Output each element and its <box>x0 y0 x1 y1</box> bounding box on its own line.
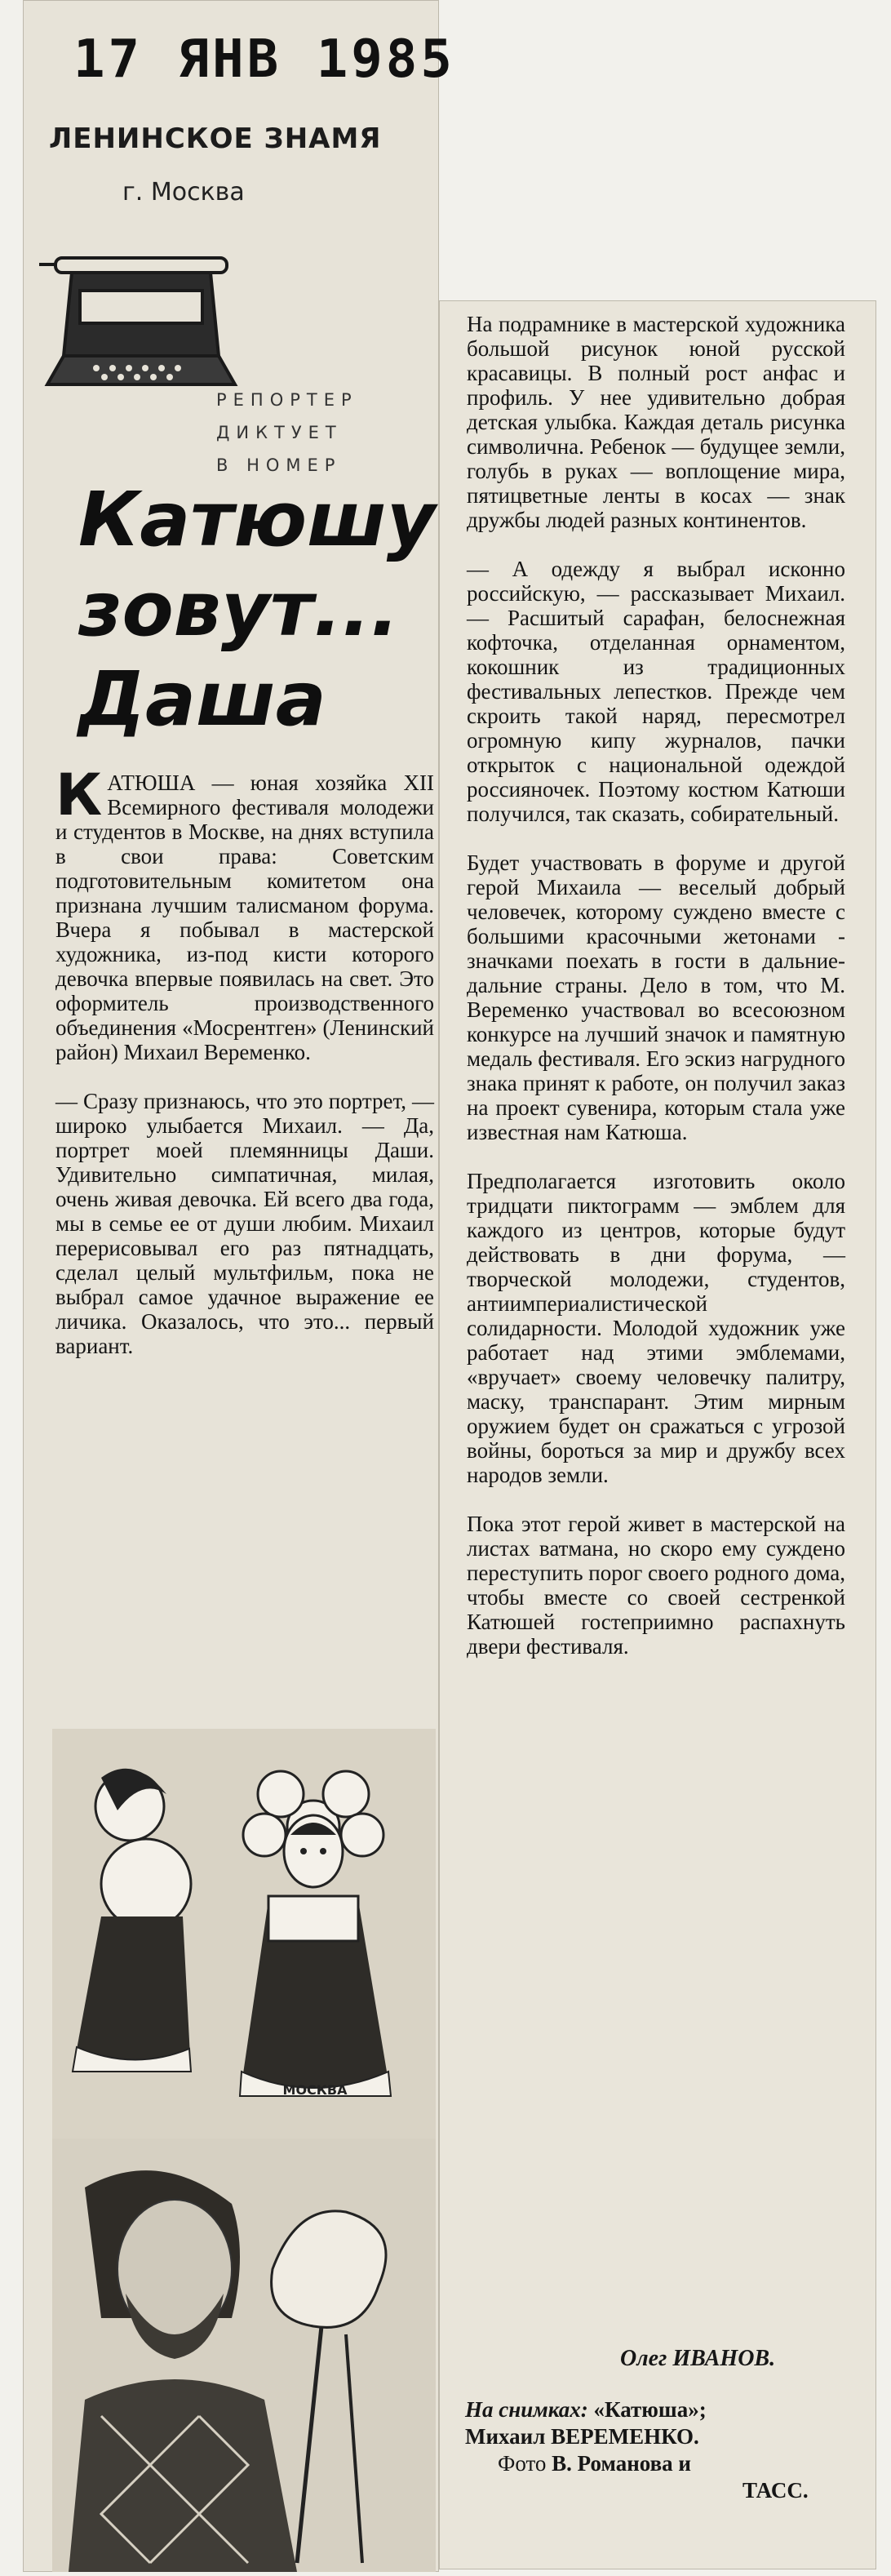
doll-illustration <box>52 1729 436 2153</box>
article-paragraph: Предполагается изготовить около тридцати пиктограмм — эмблем для каждого из центров, которые будут действовать в дни форума, — творческой молодежи, студентов, антиимпериалистической солидарности. Молодой художник уже работает над этими эмблемами, «вручает» своему человечку палитру, маску, транспарант. Этим мирным оружием будет он сражаться с угрозой войны, бороться за мир и дружбу всех народов земли. <box>467 1169 845 1487</box>
headline-line: Даша <box>78 655 326 743</box>
article-paragraph: Пока этот герой живет в мастерской на листах ватмана, но скоро ему суждено переступить порог своего родного дома, чтобы вместе со своей сестренкой Катюшей гостеприимно распахнуть двери фестиваля. <box>467 1512 845 1659</box>
photo-mikhail-veremenko <box>52 2139 436 2572</box>
caption-person: Михаил ВЕРЕМЕНКО. <box>465 2424 699 2449</box>
drop-cap: К <box>55 762 103 828</box>
caption-label: На снимках: <box>465 2397 588 2422</box>
date-stamp: 17 ЯНВ 1985 <box>73 29 455 90</box>
photo-agency: ТАСС. <box>742 2478 809 2503</box>
article-paragraph: — Сразу признаюсь, что это портрет, — широко улыбается Михаил. — Да, портрет моей племянницы Даши. Удивительно симпатичная, милая, очень живая девочка. Ей всего два года, мы в семье ее от души любим. Михаил перерисовывал его раз пятнадцать, сделал целый мультфильм, пока не выбрал самое удачное выражение ее личика. Оказалось, что это... первый вариант. <box>55 1089 434 1358</box>
photo-caption <box>465 2396 857 2504</box>
article-paragraph: На подрамнике в мастерской художника большой рисунок юной русской красавицы. В полный рост анфас и профиль. У нее удивительно добрая детская улыбка. Каждая деталь рисунка символична. Ребенок — будущее земли, голубь в руках — воплощение мира, пятицветные ленты в косах — знак дружбы людей разных континентов. <box>467 312 845 532</box>
portrait-illustration <box>52 2139 436 2572</box>
typewriter-icon <box>39 233 243 397</box>
rubric-label: РЕПОРТЕР ДИКТУЕТ В НОМЕР <box>216 390 358 475</box>
article-headline <box>78 475 436 744</box>
photo-katyusha-dolls <box>52 1729 436 2153</box>
photo-credit: В. Романова и <box>552 2451 691 2476</box>
doll-hem-text: МОСКВА <box>282 2082 348 2098</box>
photo-label: Фото <box>498 2451 547 2476</box>
article-column-right <box>467 312 845 1659</box>
headline-line: Катюшу <box>78 476 436 563</box>
article-paragraph: КАТЮША — юная хозяйка XII Всемирного фестиваля молодежи и студентов в Москве, на днях вступила в свои права: Советским подготовительным комитетом она признана лучшим талисманом форума. Вчера я побывал в мастерской художника, из-под кисти которого девочка впервые появилась на свет. Это оформитель производственного объединения «Мосрентген» (Ленинский район) Михаил Веременко. <box>55 762 434 1064</box>
newspaper-city: г. Москва <box>122 178 245 207</box>
caption-text: «Катюша»; <box>593 2397 707 2422</box>
article-paragraph: — А одежду я выбрал исконно российскую, — рассказывает Михаил. — Расшитый сарафан, белоснежная кофточка, отделанная орнаментом, кокошник из традиционных фестивальных лепестков. Прежде чем скроить такой наряд, пересмотрел огромную кипу журналов, пачки открыток с национальной одеждой россияночек. Поэтому костюм Катюши получился, так сказать, собирательный. <box>467 557 845 826</box>
headline-line: зовут... <box>78 566 400 653</box>
article-paragraph: Будет участвовать в форуме и другой герой Михаила — веселый добрый человечек, которому суждено вместе с большими красочными жетонами - значками поехать в гости в дальние-дальние страны. Дело в том, что М. Веременко участвовал во всесоюзном конкурсе на лучший значок и памятную медаль фестиваля. Его эскиз нагрудного знака принят к работе, он получил заказ на проект сувенира, которым стала уже известная нам Катюша. <box>467 851 845 1144</box>
newspaper-name: ЛЕНИНСКОЕ ЗНАМЯ <box>49 122 382 155</box>
author-signature: Олег ИВАНОВ. <box>620 2346 776 2371</box>
article-column-left <box>55 762 434 1358</box>
